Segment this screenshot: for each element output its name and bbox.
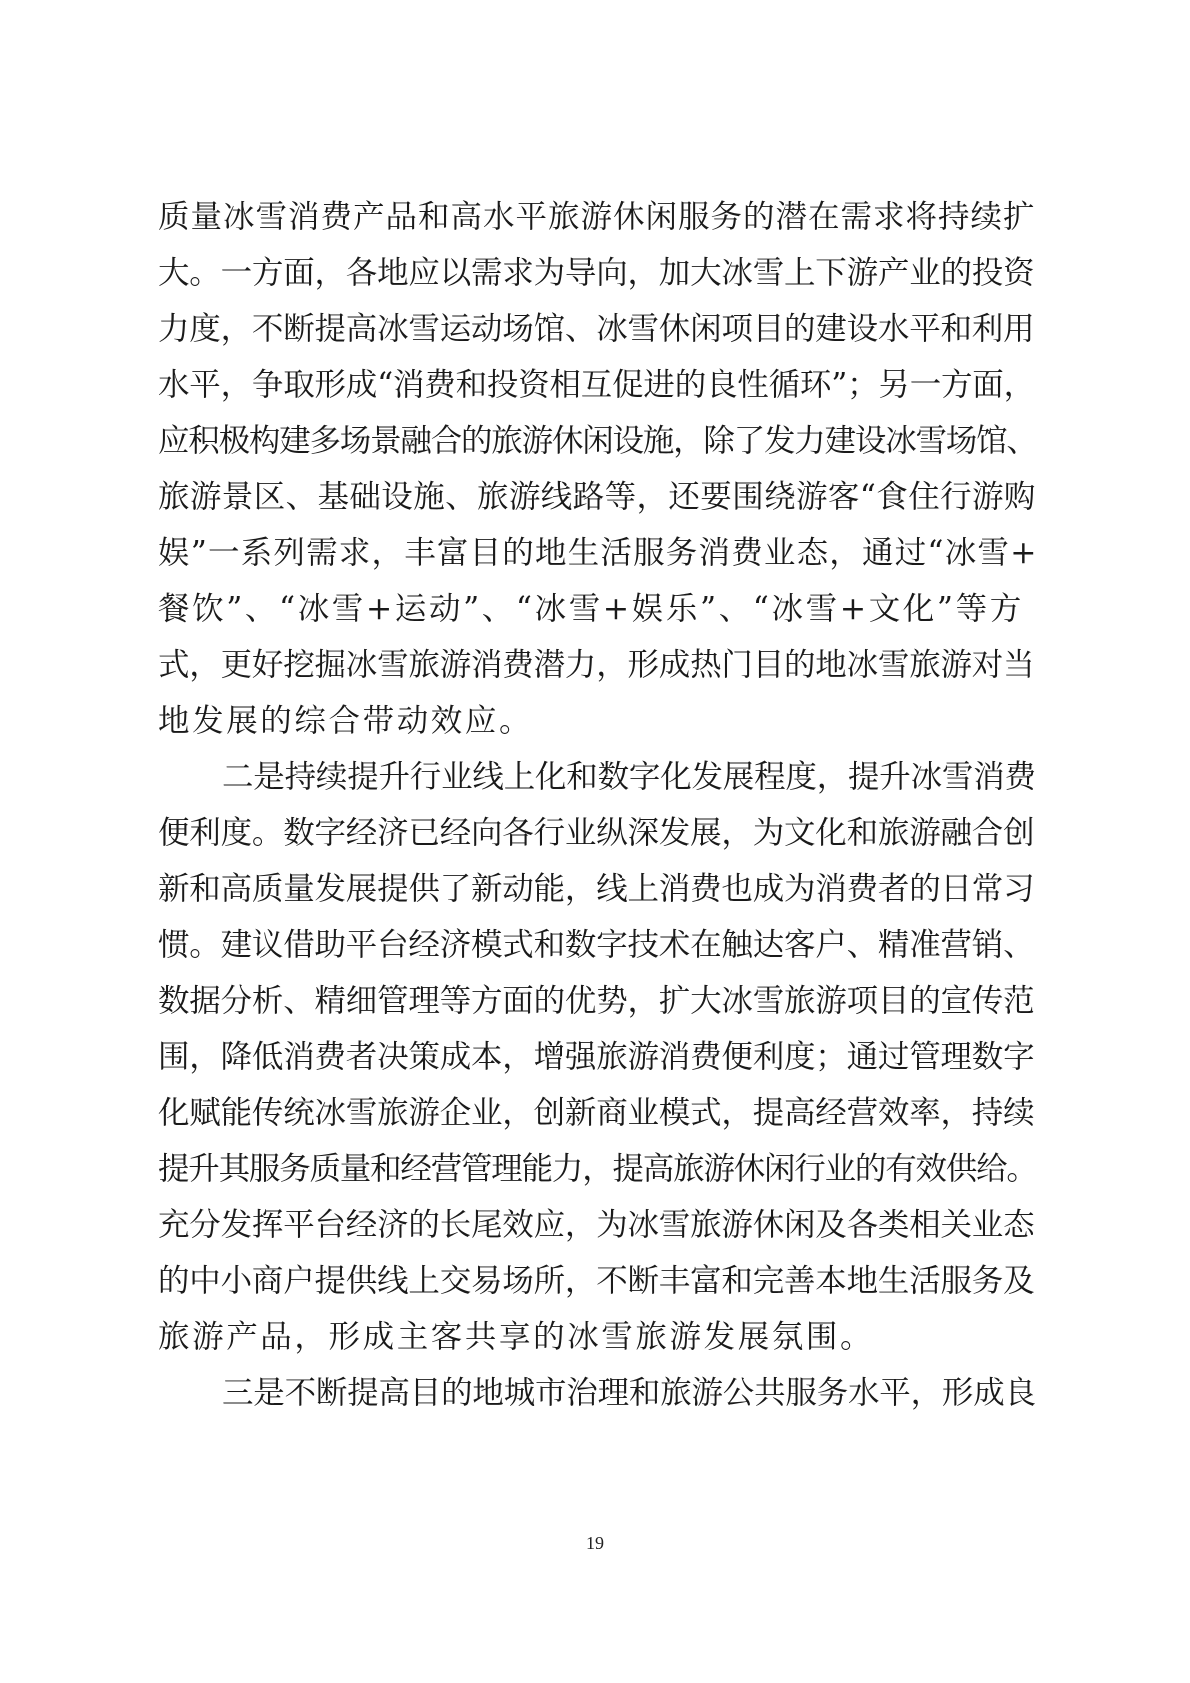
text-line: 数据分析、精细管理等方面的优势，扩大冰雪旅游项目的宣传范 [158,983,1035,1019]
text-line: 提升其服务质量和经营管理能力，提高旅游休闲行业的有效供给。 [158,1151,1037,1187]
text-line: 娱”一系列需求，丰富目的地生活服务消费业态，通过“冰雪+ [158,535,1038,571]
text-line: 充分发挥平台经济的长尾效应，为冰雪旅游休闲及各类相关业态 [158,1207,1035,1243]
text-line: 的中小商户提供线上交易场所，不断丰富和完善本地生活服务及 [158,1263,1035,1299]
paragraph-first-line: 二是持续提升行业线上化和数字化发展程度，提升冰雪消费 [222,759,1036,795]
text-line: 旅游产品，形成主客共享的冰雪旅游发展氛围。 [158,1319,875,1355]
text-line: 餐饮”、“冰雪+运动”、“冰雪+娱乐”、“冰雪+文化”等方 [158,591,1024,627]
text-line: 应积极构建多场景融合的旅游休闲设施，除了发力建设冰雪场馆、 [158,423,1037,459]
paragraph-first-line: 三是不断提高目的地城市治理和旅游公共服务水平，形成良 [222,1375,1036,1411]
text-line: 式，更好挖掘冰雪旅游消费潜力，形成热门目的地冰雪旅游对当 [158,647,1035,683]
page-number: 19 [586,1533,604,1553]
text-line: 地发展的综合带动效应。 [158,703,534,739]
text-line: 新和高质量发展提供了新动能，线上消费也成为消费者的日常习 [158,871,1035,907]
text-line: 围，降低消费者决策成本，增强旅游消费便利度；通过管理数字 [158,1039,1035,1075]
text-line: 力度，不断提高冰雪运动场馆、冰雪休闲项目的建设水平和利用 [158,311,1035,347]
text-line: 大。一方面，各地应以需求为导向，加大冰雪上下游产业的投资 [158,255,1035,291]
text-line: 质量冰雪消费产品和高水平旅游休闲服务的潜在需求将持续扩 [158,199,1036,235]
text-line: 惯。建议借助平台经济模式和数字技术在触达客户、精准营销、 [158,927,1035,963]
text-line: 便利度。数字经济已经向各行业纵深发展，为文化和旅游融合创 [158,815,1035,851]
text-line: 化赋能传统冰雪旅游企业，创新商业模式，提高经营效率，持续 [158,1095,1035,1131]
text-line: 旅游景区、基础设施、旅游线路等，还要围绕游客“食住行游购 [158,479,1036,515]
text-line: 水平，争取形成“消费和投资相互促进的良性循环”；另一方面， [158,367,1035,403]
